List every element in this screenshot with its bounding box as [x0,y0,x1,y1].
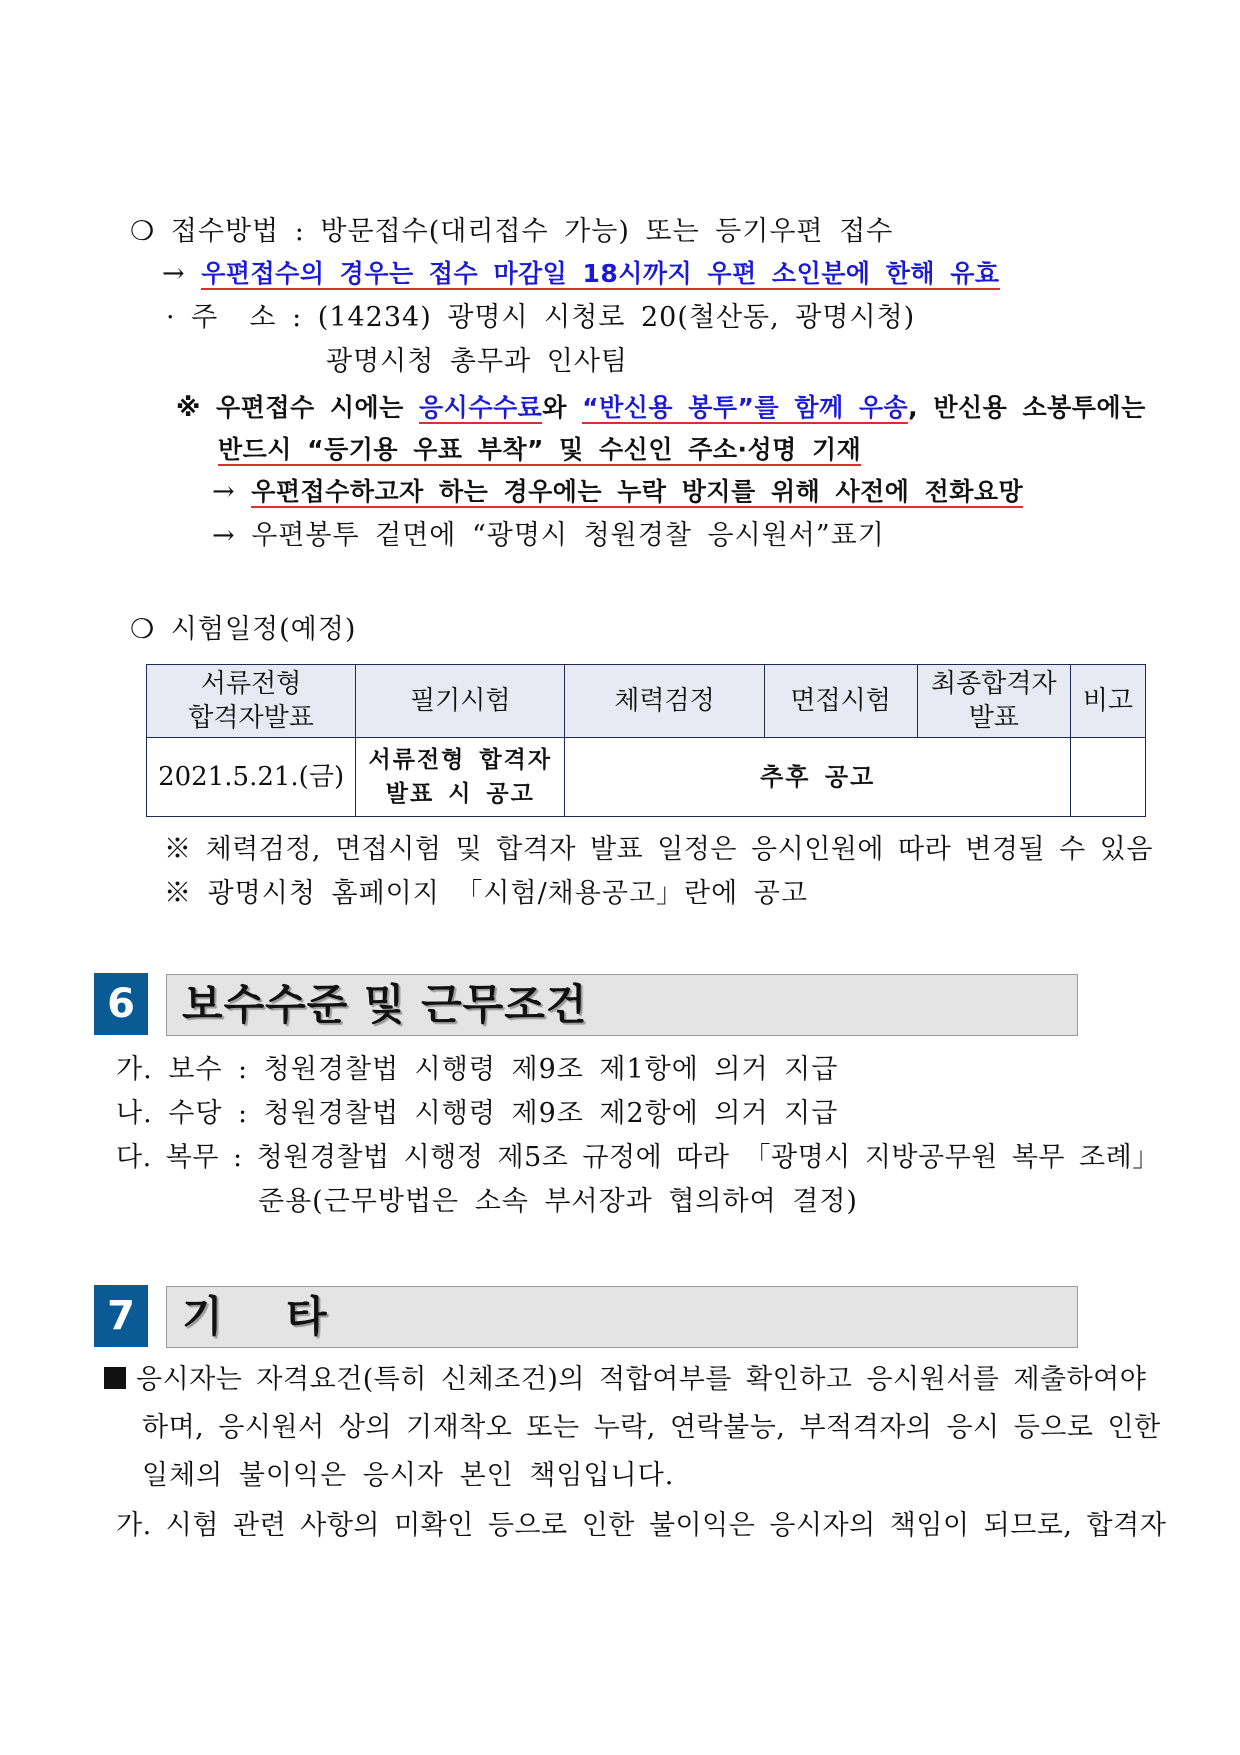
square-bullet-icon [104,1367,126,1389]
section6-number: 6 [94,973,148,1035]
section7-number: 7 [94,1285,148,1347]
schedule-data-row [147,738,1146,817]
address-line [166,298,915,338]
section6-item-allowance: 나. 수당 : 청원경찰법 시행령 제9조 제2항에 의거 지급 [116,1098,839,1129]
address-label: · 주 소 : [166,302,303,333]
notice-part3: , 반신용 소봉투에는 [908,393,1146,422]
arrow-icon: → [212,520,236,551]
notice-mark: ※ [176,393,201,422]
schedule-title: ❍ 시험일정(예정) [130,614,357,645]
section6-item-service: 다. 복무 : 청원경찰법 시행정 제5조 규정에 따라 「광명시 지방공무원 복무 조례」 [116,1142,1160,1173]
address-dept: 광명시청 총무과 인사팀 [326,346,628,377]
section7-title: 기 타 [182,1292,328,1341]
notice-fee: 응시수수료 [419,393,543,422]
section6-title: 보수수준 및 근무조건 [182,980,588,1029]
section7-para-text1: 응시자는 자격요건(특히 신체조건)의 적합여부를 확인하고 응시원서를 제출하여야 [136,1364,1147,1395]
header-remark: 비고 [1070,665,1145,738]
section7-paragraph-line2: 하며, 응시원서 상의 기재착오 또는 누락, 연락불능, 부적격자의 응시 등으로 인한 [142,1412,1161,1443]
section6-item-service-cont: 준용(근무방법은 소속 부서장과 협의하여 결정) [258,1186,858,1217]
header-fitness-test: 체력검정 [565,665,764,738]
arrow-icon: → [212,476,236,507]
section7-paragraph-line3: 일체의 불이익은 응시자 본인 책임입니다. [142,1460,675,1491]
postal-deadline-note: 우편접수의 경우는 접수 마감일 18시까지 우편 소인분에 한해 유효 [201,259,1000,288]
notice-stamp-requirement: 반드시 “등기용 우표 부착” 및 수신인 주소·성명 기재 [218,435,862,464]
phone-notice: 우편접수하고자 하는 경우에는 누락 방지를 위해 사전에 전화요망 [251,477,1024,506]
remark-cell [1070,738,1145,817]
header-interview: 면접시험 [764,665,917,738]
schedule-note2: ※ 광명시청 홈페이지 「시험/채용공고」란에 공고 [164,878,808,909]
header-doc-result: 서류전형 합격자발표 [147,665,356,738]
notice-part1: 우편접수 시에는 [216,393,404,422]
schedule-header-row [147,665,1146,738]
later-notice: 추후 공고 [565,738,1070,817]
section7-paragraph-line1 [104,1360,1146,1400]
envelope-mark-note: 우편봉투 겉면에 “광명시 청원경찰 응시원서”표기 [251,520,885,551]
phone-notice-line [212,472,1023,512]
reception-method-line: ❍ 접수방법 : 방문접수(대리접수 가능) 또는 등기우편 접수 [130,216,894,247]
postal-notice-line2 [218,430,861,470]
doc-result-date: 2021.5.21.(금) [147,738,356,817]
header-written-exam: 필기시험 [356,665,565,738]
notice-part2: 와 [542,393,567,422]
notice-envelope: “반신용 봉투”를 함께 우송 [582,393,909,422]
schedule-table [146,664,1146,817]
written-exam-date: 서류전형 합격자 발표 시 공고 [356,738,565,817]
section7-item-ga: 가. 시험 관련 사항의 미확인 등으로 인한 불이익은 응시자의 책임이 되므로, 합격자 [116,1510,1167,1541]
schedule-note1: ※ 체력검정, 면접시험 및 합격자 발표 일정은 응시인원에 따라 변경될 수 있음 [164,834,1153,865]
envelope-mark-line [212,516,885,556]
postal-notice-line1 [176,388,1146,428]
address-value: (14234) 광명시 시청로 20(철산동, 광명시청) [317,302,916,333]
postal-note-line [162,254,1000,294]
section6-item-pay: 가. 보수 : 청원경찰법 시행령 제9조 제1항에 의거 지급 [116,1054,839,1085]
arrow-icon: → [162,258,186,289]
header-final-result: 최종합격자 발표 [917,665,1070,738]
